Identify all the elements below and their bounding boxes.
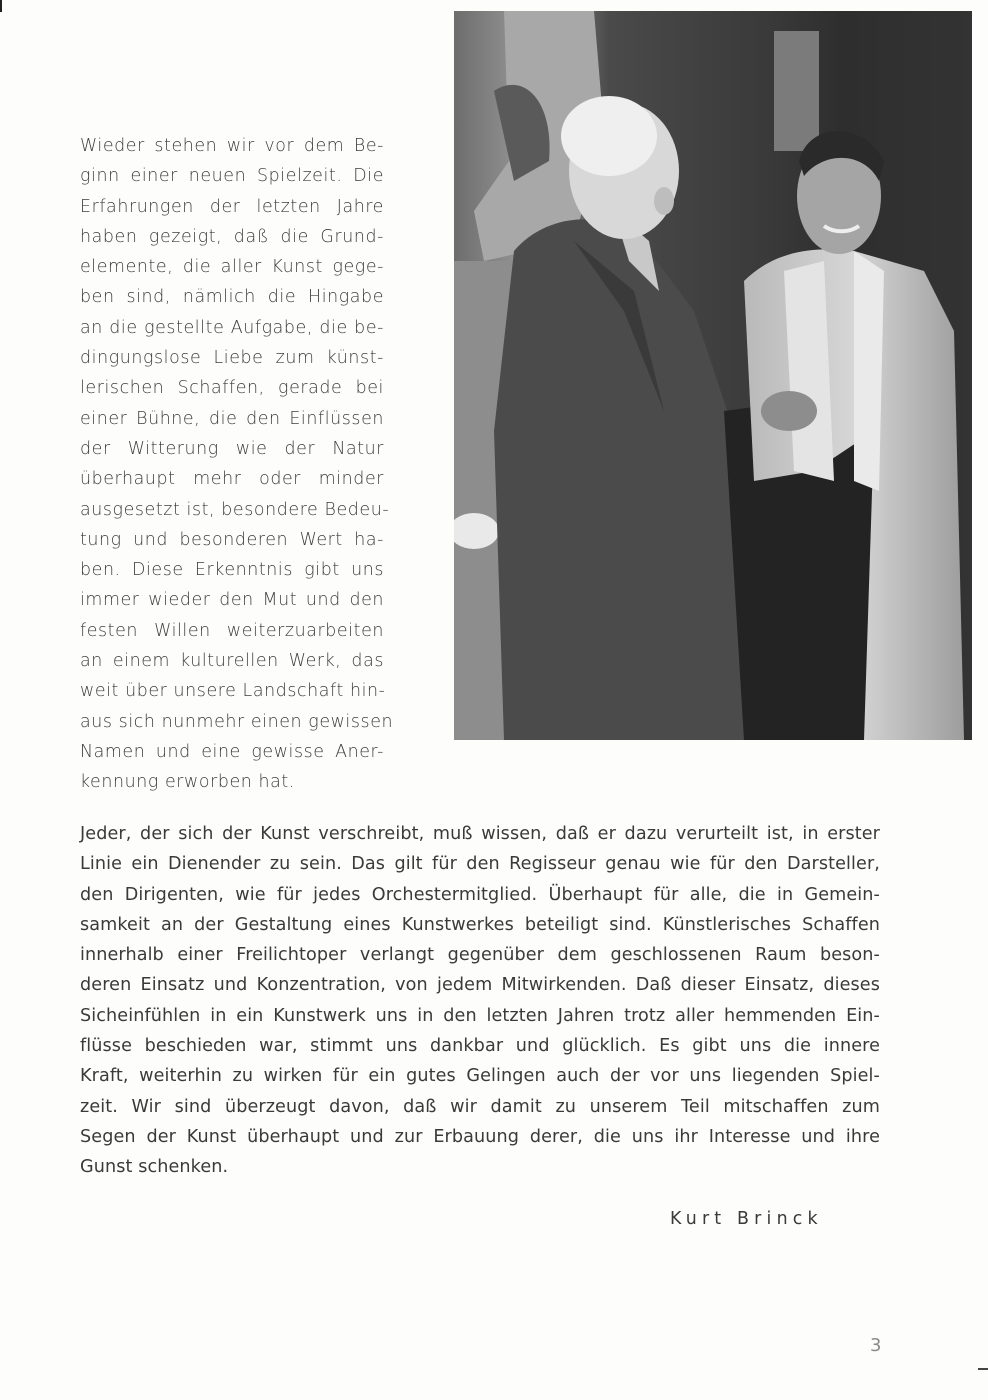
scan-corner-mark	[978, 1368, 988, 1370]
text-line: weit über unsere Landschaft hin-	[80, 681, 386, 702]
text-line: innerhalb einer Freilichtoper verlangt gegenüber dem geschlossenen Raum beson-	[80, 945, 880, 966]
text-line: aus sich nunmehr einen gewissen	[80, 711, 394, 732]
text-line: festen Willen weiterzuarbeiten	[80, 620, 384, 641]
text-line: ben sind, nämlich die Hingabe	[80, 287, 384, 308]
text-line: ginn einer neuen Spielzeit. Die	[80, 166, 384, 187]
text-line: überhaupt mehr oder minder	[80, 469, 384, 490]
text-line: Linie ein Dienender zu sein. Das gilt für den Regisseur genau wie für den Darsteller,	[80, 854, 880, 875]
page-number: 3	[870, 1335, 882, 1356]
text-line: den Dirigenten, wie für jedes Orchestermitglied. Überhaupt für alle, die in Gemein-	[80, 884, 880, 905]
text-line: zeit. Wir sind überzeugt davon, daß wir damit zu unserem Teil mitschaffen zum	[80, 1096, 880, 1117]
text-line: deren Einsatz und Konzentration, von jedem Mitwirkenden. Daß dieser Einsatz, dieses	[80, 975, 880, 996]
author-signature: Kurt Brinck	[670, 1209, 823, 1229]
photo-image-icon	[454, 11, 972, 740]
text-line: haben gezeigt, daß die Grund-	[80, 226, 384, 247]
text-line: tung und besonderen Wert ha-	[80, 529, 384, 550]
text-line: dingungslose Liebe zum künst-	[80, 348, 384, 369]
text-line: flüsse beschieden war, stimmt uns dankbar und glücklich. Es gibt uns die innere	[80, 1036, 880, 1057]
main-paragraph	[80, 819, 880, 1183]
text-line: an die gestellte Aufgabe, die be-	[80, 317, 384, 338]
text-line: Segen der Kunst überhaupt und zur Erbauung derer, die uns ihr Interesse und ihre	[80, 1126, 880, 1147]
text-line: Sicheinfühlen in ein Kunstwerk uns in den letzten Jahren trotz aller hemmenden Ein-	[80, 1005, 880, 1026]
text-line: an einem kulturellen Werk, das	[80, 651, 384, 672]
text-line: Erfahrungen der letzten Jahre	[80, 196, 384, 217]
text-line: samkeit an der Gestaltung eines Kunstwerkes beteiligt sind. Künstlerisches Schaffen	[80, 914, 880, 935]
text-line: Kraft, weiterhin zu wirken für ein gutes Gelingen auch der vor uns liegenden Spiel-	[80, 1066, 880, 1087]
text-line: lerischen Schaffen, gerade bei	[80, 378, 384, 399]
text-line: kennung erworben hat.	[80, 772, 295, 793]
text-line: der Witterung wie der Natur	[80, 438, 384, 459]
portrait-photo	[454, 11, 972, 740]
text-line: Jeder, der sich der Kunst verschreibt, muß wissen, daß er dazu verurteilt ist, in erster	[80, 824, 880, 844]
text-line: Gunst schenken.	[80, 1157, 229, 1178]
text-line: Namen und eine gewisse Aner-	[80, 741, 384, 762]
scan-corner-mark	[0, 0, 2, 12]
text-line: ausgesetzt ist, besondere Bedeu-	[80, 499, 390, 520]
text-line: ben. Diese Erkenntnis gibt uns	[80, 560, 384, 581]
text-line: einer Bühne, die den Einflüssen	[80, 408, 384, 429]
text-line: immer wieder den Mut und den	[80, 590, 384, 611]
text-line: elemente, die aller Kunst gege-	[80, 257, 384, 278]
intro-paragraph	[80, 131, 394, 798]
text-line: Wieder stehen wir vor dem Be-	[80, 136, 384, 156]
